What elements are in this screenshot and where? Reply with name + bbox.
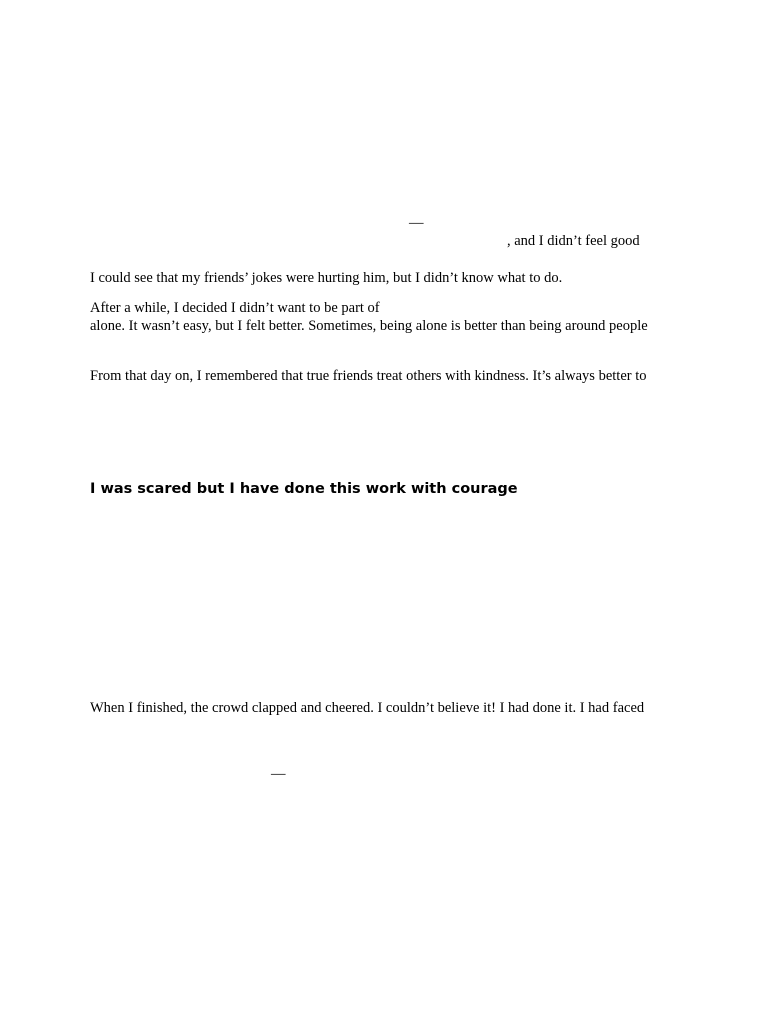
paragraph-from-that-day: From that day on, I remembered that true friends treat others with kindness. It’s always better to [90, 368, 647, 384]
paragraph-after-while: After a while, I decided I didn’t want to be part of [90, 300, 380, 316]
paragraph-friends-jokes: I could see that my friends’ jokes were hurting him, but I didn’t know what to do. [90, 270, 563, 286]
em-dash-fragment-2: — [271, 766, 286, 782]
paragraph-when-finished: When I finished, the crowd clapped and cheered. I couldn’t believe it! I had done it. I had faced [90, 700, 645, 716]
em-dash-fragment: — [409, 215, 424, 231]
paragraph-alone-line: alone. It wasn’t easy, but I felt better. Sometimes, being alone is better than being around people [90, 318, 648, 334]
courage-heading: I was scared but I have done this work with courage [90, 481, 518, 497]
text-fragment-feel-good: , and I didn’t feel good [507, 233, 640, 249]
